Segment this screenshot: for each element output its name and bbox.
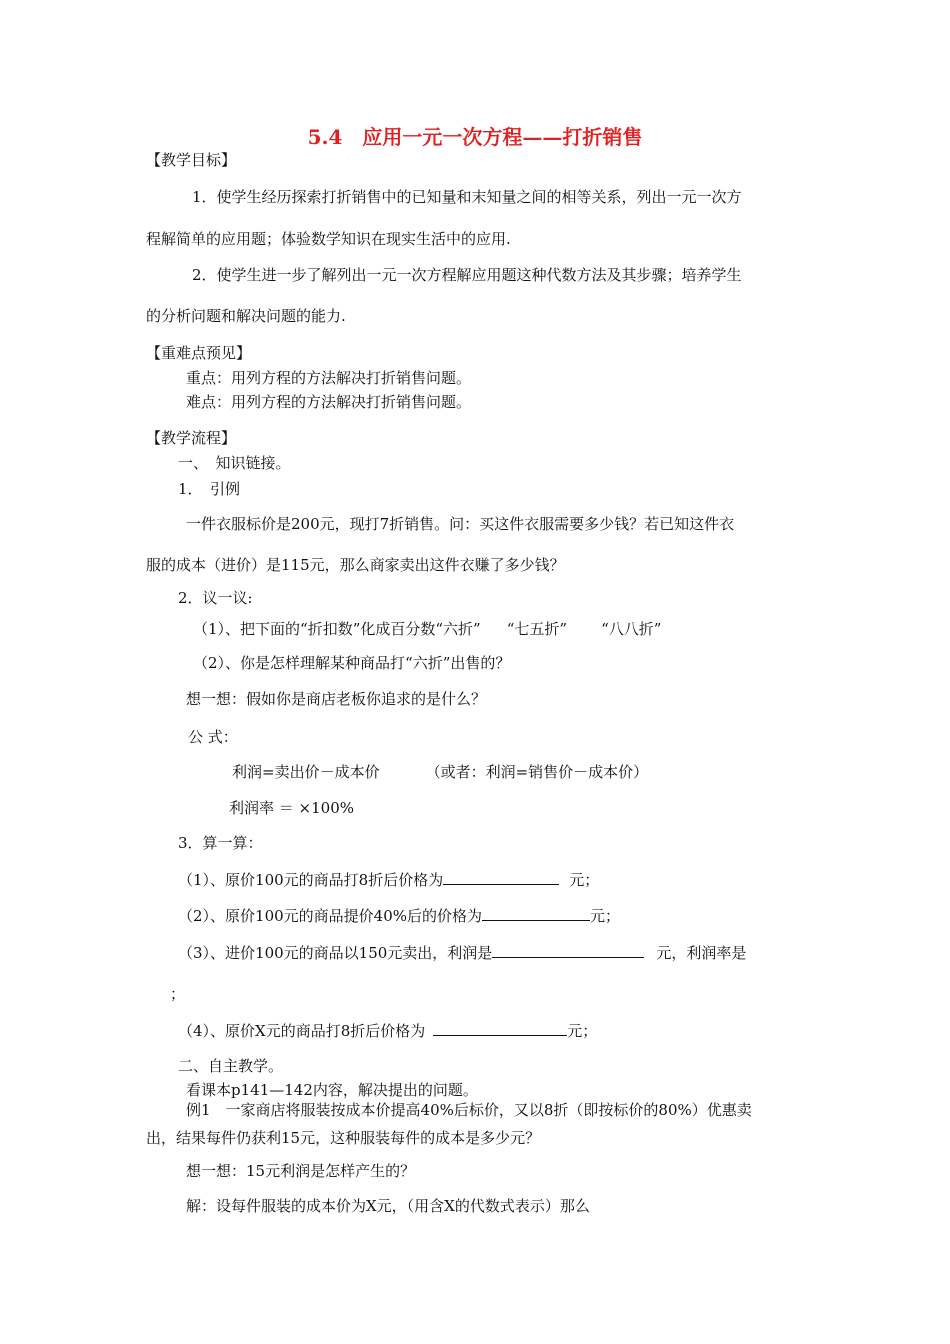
calc-item-2 bbox=[178, 906, 620, 925]
example-1-line-2: 出，结果每件仍获利15元，这种服装每件的成本是多少元？ bbox=[146, 1129, 541, 1147]
formula-label: 公 式： bbox=[188, 728, 238, 746]
objective-1-line-2: 程解简单的应用题；体验数学知识在现实生活中的应用. bbox=[146, 230, 511, 248]
discuss-item-1 bbox=[193, 620, 661, 638]
calc-item-1-unit: 元； bbox=[569, 871, 600, 889]
answer-blank[interactable] bbox=[443, 870, 559, 885]
solution-line: 解：设每件服装的成本价为X元，（用含X的代数式表示）那么 bbox=[186, 1197, 590, 1215]
subsection-2-heading: 2．议一议: bbox=[178, 589, 253, 607]
calc-item-2-unit: 元； bbox=[590, 907, 621, 925]
answer-blank[interactable] bbox=[433, 1021, 567, 1036]
formula-profit-main: 利润=卖出价－成本价 bbox=[232, 763, 380, 781]
objectives-heading: 【教学目标】 bbox=[146, 151, 237, 169]
think-prompt-1: 想一想：假如你是商店老板你追求的是什么？ bbox=[186, 690, 487, 708]
example-1-line-1: 例1 一家商店将服装按成本价提高40%后标价，又以8折（即按标价的80%）优惠卖 bbox=[186, 1101, 752, 1119]
calc-item-3 bbox=[178, 943, 746, 962]
example-line-1: 一件衣服标价是200元，现打7折销售。问：买这件衣服需要多少钱？若已知这件衣 bbox=[186, 515, 735, 533]
calc-item-1-text: （1）、原价100元的商品打8折后价格为 bbox=[178, 871, 444, 889]
calc-item-4 bbox=[178, 1021, 597, 1040]
keypoints-heading: 【重难点预见】 bbox=[146, 344, 252, 362]
answer-blank[interactable] bbox=[482, 906, 590, 921]
discuss-item-1-option-3: “八八折” bbox=[601, 620, 662, 638]
calc-item-4-text: （4）、原价X元的商品打8折后价格为 bbox=[178, 1022, 426, 1040]
formula-profit-alt: （或者：利润=销售价－成本价） bbox=[425, 763, 649, 781]
subsection-1-heading: 1． 引例 bbox=[178, 480, 241, 498]
calc-item-4-unit: 元； bbox=[567, 1022, 598, 1040]
calc-item-3-text: （3）、进价100元的商品以150元卖出，利润是 bbox=[178, 944, 493, 962]
formula-profit-rate: 利润率 ＝ ×100% bbox=[229, 799, 354, 817]
objective-2-line-1: 2．使学生进一步了解列出一元一次方程解应用题这种代数方法及其步骤；培养学生 bbox=[192, 266, 742, 284]
subsection-3-heading: 3．算一算： bbox=[178, 834, 263, 852]
section-1-heading: 一、 知识链接。 bbox=[178, 454, 291, 472]
calc-item-1 bbox=[178, 870, 599, 889]
reading-instruction: 看课本p141—142内容，解决提出的问题。 bbox=[186, 1081, 478, 1099]
example-line-2: 服的成本（进价）是115元，那么商家卖出这件衣赚了多少钱？ bbox=[146, 556, 565, 574]
page-title: 5.4 应用一元一次方程——打折销售 bbox=[307, 125, 643, 149]
discuss-item-1-option-2: “七五折” bbox=[506, 620, 568, 638]
objective-1-line-1: 1．使学生经历探索打折销售中的已知量和末知量之间的相等关系，列出一元一次方 bbox=[192, 188, 742, 206]
keypoint-focus: 重点：用列方程的方法解决打折销售问题。 bbox=[186, 369, 472, 387]
formula-profit bbox=[232, 763, 648, 781]
think-prompt-2: 想一想：15元利润是怎样产生的？ bbox=[186, 1162, 416, 1180]
keypoint-difficulty: 难点：用列方程的方法解决打折销售问题。 bbox=[186, 393, 472, 411]
process-heading: 【教学流程】 bbox=[146, 429, 237, 447]
section-2-heading: 二、自主教学。 bbox=[178, 1057, 284, 1075]
calc-item-3-unit: 元，利润率是 bbox=[656, 944, 747, 962]
objective-2-line-2: 的分析问题和解决问题的能力. bbox=[146, 307, 346, 325]
calc-item-2-text: （2）、原价100元的商品提价40%后的价格为 bbox=[178, 907, 483, 925]
discuss-item-2: （2）、你是怎样理解某种商品打“六折”出售的？ bbox=[193, 654, 511, 672]
discuss-item-1-text: （1）、把下面的“折扣数”化成百分数“六折” bbox=[193, 620, 481, 638]
calc-item-3-end: ； bbox=[170, 985, 186, 1003]
answer-blank[interactable] bbox=[492, 943, 644, 958]
